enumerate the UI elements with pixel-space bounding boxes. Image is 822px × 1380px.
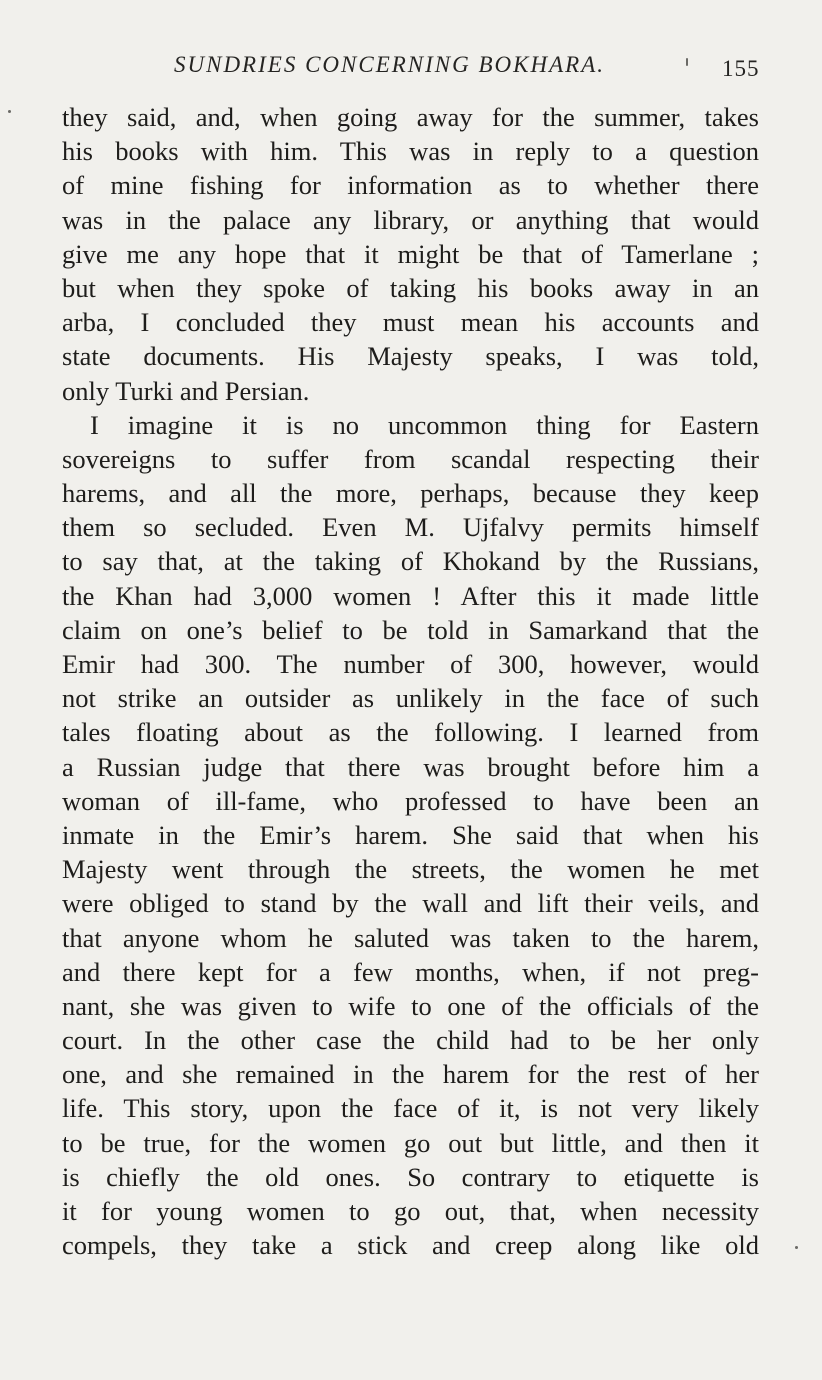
body-text [62,100,759,1262]
text-line: of mine fishing for information as to whether there [62,170,759,201]
text-line: Majesty went through the streets, the women he met [62,854,759,885]
text-line: was in the palace any library, or anything that would [62,204,759,235]
text-line: the Khan had 3,000 women ! After this it made little [62,580,759,611]
text-line: one, and she remained in the harem for the rest of her [62,1059,759,1090]
text-line: but when they spoke of taking his books away in an [62,272,759,303]
text-line: not strike an outsider as unlikely in the face of such [62,683,759,714]
text-line: his books with him. This was in reply to a question [62,136,759,167]
text-line: it for young women to go out, that, when necessity [62,1196,759,1226]
page-number: 155 [722,56,760,81]
text-line: tales floating about as the following. I learned from [62,717,759,748]
running-head [0,52,822,86]
text-line: to say that, at the taking of Khokand by the Russians, [62,546,759,577]
paper-speck [795,1246,798,1249]
text-line: inmate in the Emir’s harem. She said that when his [62,819,759,850]
text-line: court. In the other case the child had to be her only [62,1025,759,1056]
text-line: and there kept for a few months, when, if not preg- [62,956,759,987]
text-line: a Russian judge that there was brought before him a [62,751,759,782]
text-line: arba, I concluded they must mean his accounts and [62,307,759,338]
text-line: them so secluded. Even M. Ujfalvy permits himself [62,512,759,543]
text-line: sovereigns to suffer from scandal respecting their [62,443,759,474]
text-line: harems, and all the more, perhaps, because they keep [62,478,759,509]
text-line: state documents. His Majesty speaks, I was told, [62,341,759,372]
text-line: Emir had 300. The number of 300, however, would [62,649,759,679]
running-title: SUNDRIES CONCERNING BOKHARA. [174,52,606,77]
text-line: compels, they take a stick and creep along like old [62,1230,759,1261]
paper-speck [686,58,688,66]
text-line: claim on one’s belief to be told in Samarkand that the [62,614,759,645]
text-line: that anyone whom he saluted was taken to the harem, [62,922,759,953]
paragraph-start-line: I imagine it is no uncommon thing for Eastern [90,409,759,440]
paper-speck [8,110,11,113]
paragraph-end-line: only Turki and Persian. [62,375,310,406]
text-line: woman of ill-fame, who professed to have been an [62,785,759,816]
text-line: give me any hope that it might be that of Tamerlane ; [62,238,759,269]
text-line: they said, and, when going away for the summer, takes [62,102,759,132]
text-line: is chiefly the old ones. So contrary to etiquette is [62,1161,759,1192]
text-line: life. This story, upon the face of it, is not very likely [62,1093,759,1124]
text-line: were obliged to stand by the wall and lift their veils, and [62,888,759,919]
text-line: to be true, for the women go out but little, and then it [62,1127,759,1158]
text-line: nant, she was given to wife to one of the officials of the [62,990,759,1021]
